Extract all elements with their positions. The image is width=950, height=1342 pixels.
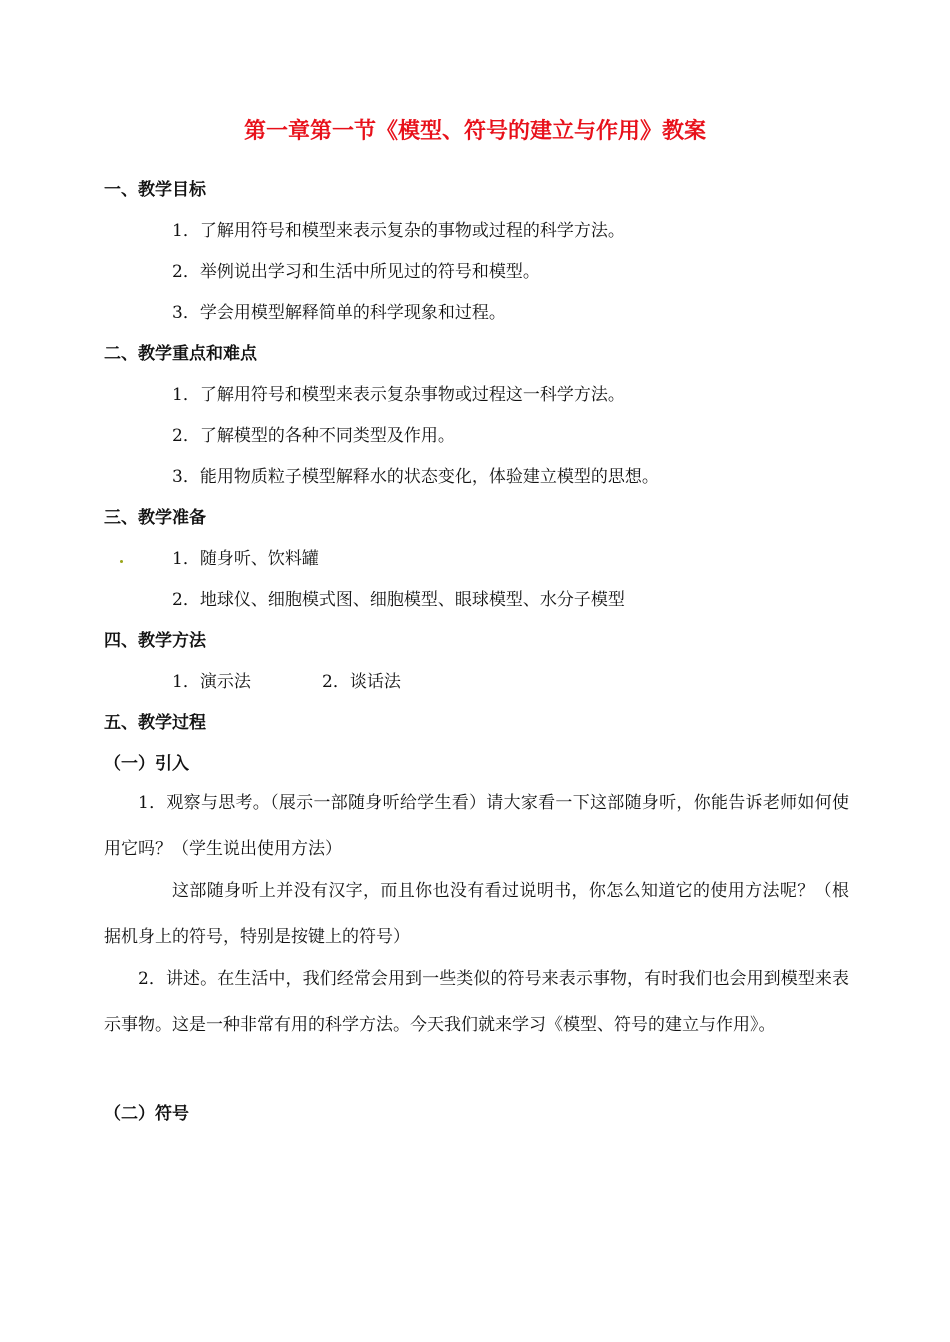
stray-dot-mark <box>120 560 123 563</box>
objective-item: 2．举例说出学习和生活中所见过的符号和模型。 <box>172 262 540 282</box>
method-item: 2．谈话法 <box>322 672 401 692</box>
section-heading-process: 五、教学过程 <box>104 713 206 733</box>
document-title: 第一章第一节《模型、符号的建立与作用》教案 <box>243 119 706 144</box>
key-point-item: 1．了解用符号和模型来表示复杂事物或过程这一科学方法。 <box>172 385 625 405</box>
objective-item: 3．学会用模型解释简单的科学现象和过程。 <box>172 303 506 323</box>
method-item: 1．演示法 <box>172 672 251 692</box>
section-heading-key-points: 二、教学重点和难点 <box>104 344 257 364</box>
process-paragraph-2: 这部随身听上并没有汉字，而且你也没有看过说明书，你怎么知道它的使用方法呢？（根据机身上的符号，特别是按键上的符号） <box>104 881 849 947</box>
section-heading-objectives: 一、教学目标 <box>104 180 206 200</box>
preparation-item: 2．地球仪、细胞模式图、细胞模型、眼球模型、水分子模型 <box>172 590 625 610</box>
process-paragraph-3: 2．讲述。在生活中，我们经常会用到一些类似的符号来表示事物，有时我们也会用到模型来表示事物。这是一种非常有用的科学方法。今天我们就来学习《模型、符号的建立与作用》。 <box>104 969 849 1035</box>
process-paragraph-1: 1．观察与思考。（展示一部随身听给学生看）请大家看一下这部随身听，你能告诉老师如何使用它吗？（学生说出使用方法） <box>104 793 849 859</box>
preparation-item: 1．随身听、饮料罐 <box>172 549 319 569</box>
key-point-item: 2．了解模型的各种不同类型及作用。 <box>172 426 455 446</box>
subsection-heading-symbols: （二）符号 <box>104 1104 189 1124</box>
key-point-item: 3．能用物质粒子模型解释水的状态变化，体验建立模型的思想。 <box>172 467 659 487</box>
section-heading-preparation: 三、教学准备 <box>104 508 206 528</box>
section-heading-methods: 四、教学方法 <box>104 631 206 651</box>
objective-item: 1．了解用符号和模型来表示复杂的事物或过程的科学方法。 <box>172 221 625 241</box>
subsection-heading-intro: （一）引入 <box>104 754 189 774</box>
